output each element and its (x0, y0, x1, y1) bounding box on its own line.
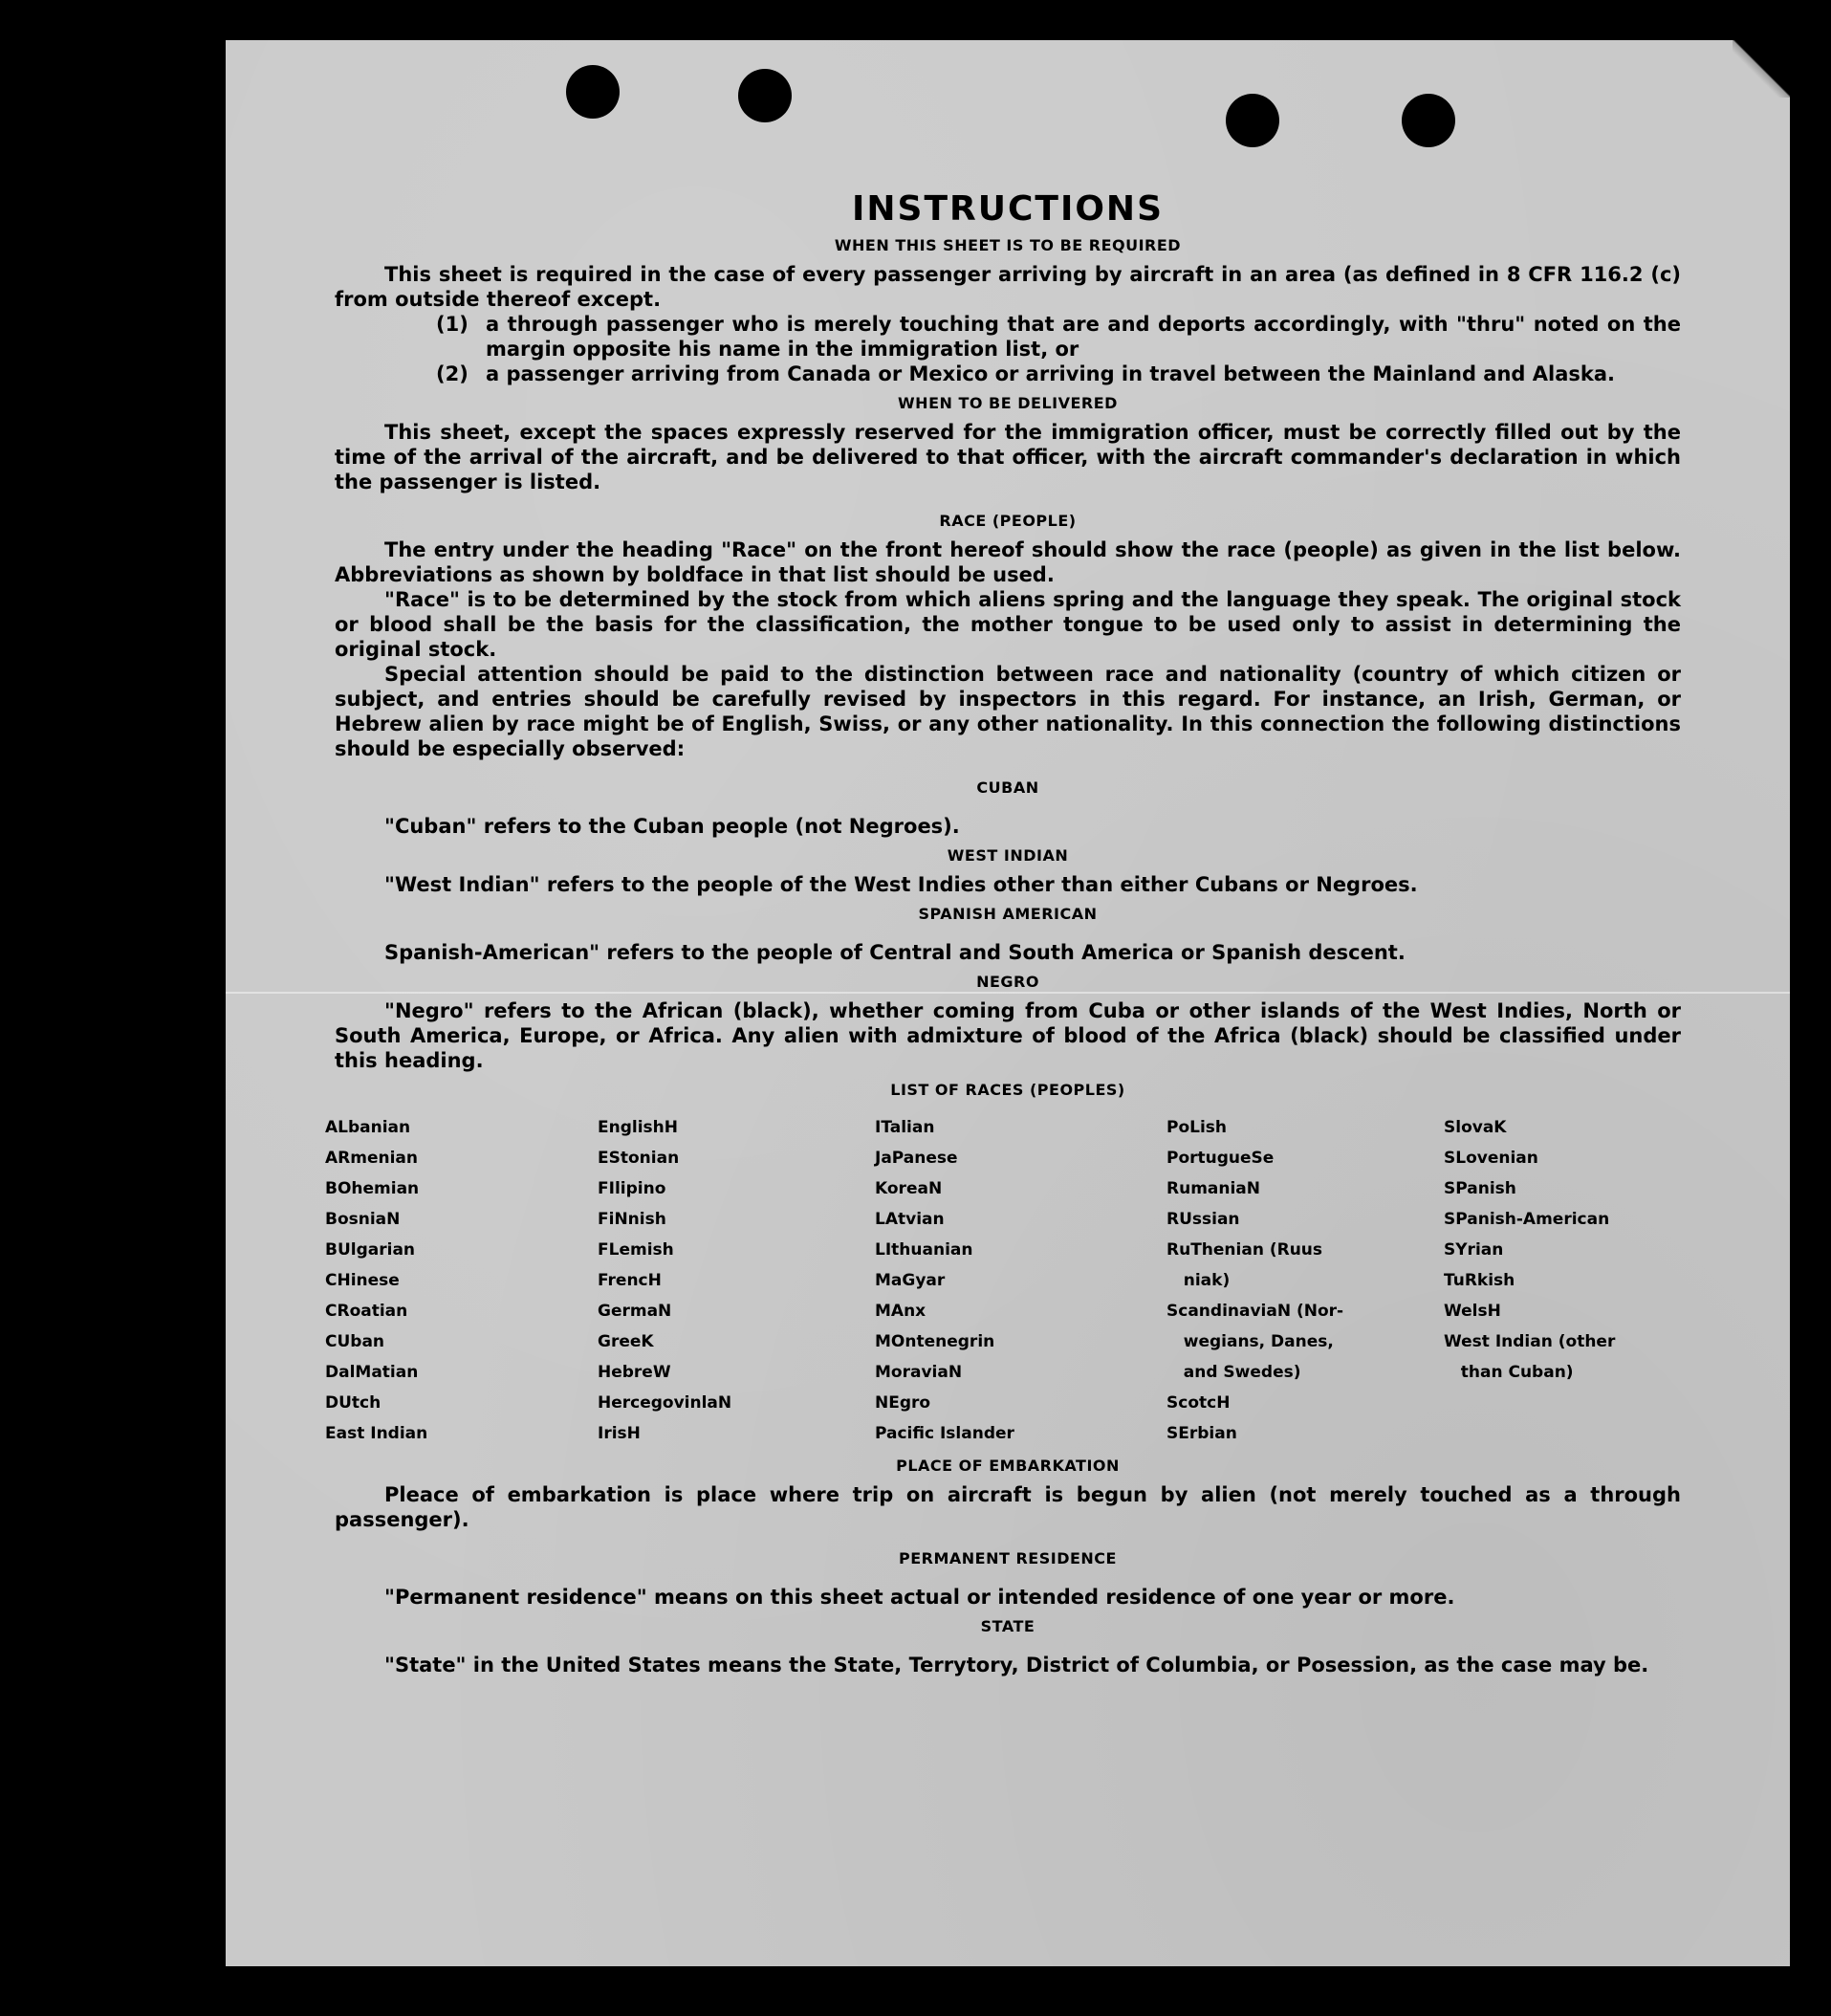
heading-permanent-residence: PERMANENT RESIDENCE (899, 1549, 1117, 1567)
race-entry: and Swedes) (1166, 1363, 1301, 1382)
race-entry: EStonian (598, 1149, 680, 1168)
heading-race: RACE (PEOPLE) (939, 512, 1077, 530)
paragraph-state: "State" in the United States means the State, Terrytory, District of Columbia, or Posession, as the case may be. (384, 1654, 1649, 1676)
heading-west-indian: WEST INDIAN (947, 846, 1069, 865)
paragraph-race-2: "Race" is to be determined by the stock from which aliens spring and the language they speak. The original stock or blood shall be the basis for the classification, the mother tongue to be used only to assist in determining the original stock. (335, 588, 1681, 661)
heading-embarkation: PLACE OF EMBARKATION (896, 1457, 1120, 1475)
list-item-number: (1) (436, 313, 469, 336)
heading-when-required: WHEN THIS SHEET IS TO BE REQUIRED (834, 236, 1182, 254)
race-entry: MaGyar (875, 1271, 946, 1290)
race-entry: ALbanian (325, 1118, 411, 1137)
paragraph-when-delivered: This sheet, except the spaces expressly reserved for the immigration officer, must be correctly filled out by the time of the arrival of the aircraft, and be delivered to that officer, with the aircraft commander's declaration in which the passenger is listed. (335, 421, 1681, 493)
races-column (598, 1112, 875, 1449)
heading-spanish-american: SPANISH AMERICAN (918, 905, 1098, 923)
heading-state: STATE (980, 1617, 1035, 1635)
race-entry: SPanish-American (1444, 1210, 1610, 1229)
race-entry: EnglishH (598, 1118, 678, 1137)
race-entry: East Indian (325, 1424, 428, 1443)
race-entry: CUban (325, 1332, 385, 1351)
paragraph-race-3: Special attention should be paid to the distinction between race and nationality (country of which citizen or subject, and entries should be carefully revised by inspectors in this regard. For instance, an Irish, German, or Hebrew alien by race might be of English, Swiss, or any other nationality. In this connection the following distinctions should be especially observed: (335, 663, 1681, 760)
race-entry: ITalian (875, 1118, 935, 1137)
paragraph-when-required: This sheet is required in the case of every passenger arriving by aircraft in an area (as defined in 8 CFR 116.2 (c) from outside thereof except. (335, 263, 1681, 311)
race-entry: IrisH (598, 1424, 641, 1443)
race-entry: LAtvian (875, 1210, 945, 1229)
race-entry: SlovaK (1444, 1118, 1507, 1137)
race-entry: FIlipino (598, 1179, 666, 1198)
punch-hole (738, 69, 792, 122)
race-entry: HercegovinlaN (598, 1393, 732, 1413)
race-entry: KoreaN (875, 1179, 943, 1198)
punch-hole (566, 65, 620, 119)
race-entry: RUssian (1166, 1210, 1240, 1229)
race-entry: WelsH (1444, 1302, 1501, 1321)
race-entry: CHinese (325, 1271, 400, 1290)
race-entry: JaPanese (875, 1149, 958, 1168)
paragraph-race-1: The entry under the heading "Race" on the front hereof should show the race (people) as given in the list below. Abbreviations as shown by boldface in that list should be used. (335, 538, 1681, 586)
race-entry: LIthuanian (875, 1240, 973, 1260)
list-item-text: a through passenger who is merely touching that are and deports accordingly, with "thru" noted on the margin opposite his name in the immigration list, or (486, 313, 1681, 361)
race-entry: MAnx (875, 1302, 926, 1321)
race-entry: CRoatian (325, 1302, 408, 1321)
paragraph-embarkation: Pleace of embarkation is place where trip on aircraft is begun by alien (not merely touched as a through passenger). (335, 1483, 1681, 1531)
race-entry: RuThenian (Ruus (1166, 1240, 1323, 1260)
race-entry: FrencH (598, 1271, 662, 1290)
race-entry: FLemish (598, 1240, 674, 1260)
races-column (875, 1112, 1166, 1449)
heading-cuban: CUBAN (976, 778, 1039, 797)
race-entry: ScotcH (1166, 1393, 1231, 1413)
paragraph-negro: "Negro" refers to the African (black), whether coming from Cuba or other islands of the West Indies, North or South America, Europe, or Africa. Any alien with admixture of blood of the Africa (black) should be classified under this heading. (335, 999, 1681, 1072)
race-entry: SErbian (1166, 1424, 1237, 1443)
race-entry: DalMatian (325, 1363, 419, 1382)
paragraph-spanish-american: Spanish-American" refers to the people of Central and South America or Spanish descent. (384, 941, 1406, 964)
race-entry: NEgro (875, 1393, 931, 1413)
race-entry: HebreW (598, 1363, 671, 1382)
race-entry: BosniaN (325, 1210, 401, 1229)
instructions-content (325, 189, 1681, 1677)
list-item-number: (2) (436, 362, 469, 385)
punch-hole (1226, 94, 1279, 147)
race-entry: than Cuban) (1444, 1363, 1574, 1382)
heading-negro: NEGRO (976, 973, 1039, 991)
race-entry: BUlgarian (325, 1240, 416, 1260)
race-entry: PortugueSe (1166, 1149, 1275, 1168)
heading-list-of-races: LIST OF RACES (PEOPLES) (890, 1081, 1125, 1099)
paragraph-west-indian: "West Indian" refers to the people of the West Indies other than either Cubans or Negroes. (384, 873, 1418, 896)
race-entry: DUtch (325, 1393, 381, 1413)
race-entry: SLovenian (1444, 1149, 1538, 1168)
race-entry: GreeK (598, 1332, 654, 1351)
exceptions-list (335, 312, 1681, 386)
races-column (325, 1112, 598, 1449)
race-entry: PoLish (1166, 1118, 1228, 1137)
race-entry: GermaN (598, 1302, 672, 1321)
list-item (436, 312, 1681, 362)
race-entry: SPanish (1444, 1179, 1516, 1198)
race-entry: wegians, Danes, (1166, 1332, 1334, 1351)
race-entry: BOhemian (325, 1179, 420, 1198)
punch-hole (1402, 94, 1455, 147)
race-entry: Pacific Islander (875, 1424, 1014, 1443)
race-entry: TuRkish (1444, 1271, 1515, 1290)
race-entry: FiNnish (598, 1210, 666, 1229)
document-page (226, 40, 1790, 1966)
folded-corner (1733, 40, 1790, 98)
race-entry: niak) (1166, 1271, 1231, 1290)
race-entry: RumaniaN (1166, 1179, 1261, 1198)
race-entry: MoraviaN (875, 1363, 963, 1382)
page-title: INSTRUCTIONS (852, 189, 1164, 229)
heading-when-delivered: WHEN TO BE DELIVERED (898, 394, 1118, 412)
race-entry: MOntenegrin (875, 1332, 995, 1351)
race-entry: ARmenian (325, 1149, 418, 1168)
races-table (325, 1112, 1681, 1449)
race-entry: SYrian (1444, 1240, 1504, 1260)
list-item-text: a passenger arriving from Canada or Mexico or arriving in travel between the Mainland and Alaska. (486, 362, 1615, 385)
races-column (1444, 1112, 1671, 1449)
races-column (1166, 1112, 1444, 1449)
race-entry: West Indian (other (1444, 1332, 1616, 1351)
paragraph-permanent-residence: "Permanent residence" means on this sheet actual or intended residence of one year or more. (384, 1586, 1455, 1609)
paragraph-cuban: "Cuban" refers to the Cuban people (not Negroes). (384, 815, 960, 838)
list-item (436, 362, 1681, 386)
race-entry: ScandinaviaN (Nor- (1166, 1302, 1344, 1321)
